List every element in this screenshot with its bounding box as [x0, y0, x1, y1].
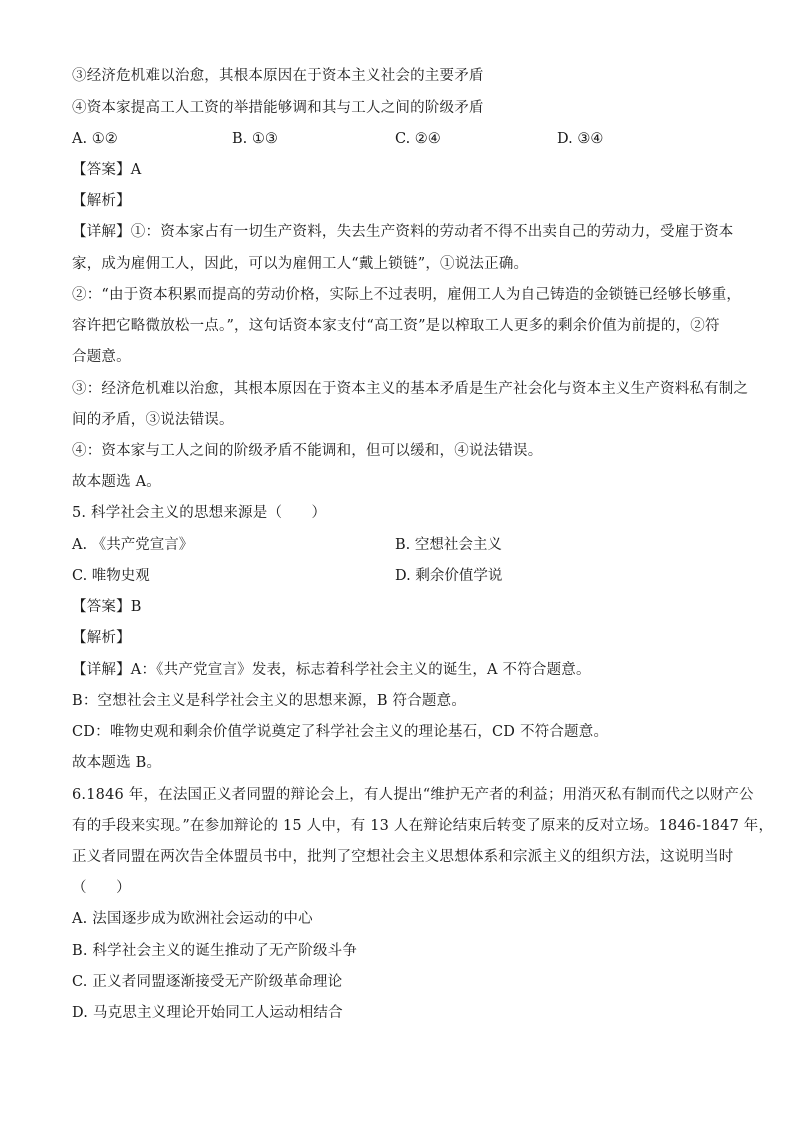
q6-stem-line: 正义者同盟在两次告全体盟员书中，批判了空想社会主义思想体系和宗派主义的组织方法，这说明当时 [72, 849, 734, 865]
q6-option-a: A. 法国逐步成为欧洲社会运动的中心 [72, 911, 313, 927]
q4-detail-line: ③：经济危机难以治愈，其根本原因在于资本主义的基本矛盾是生产社会化与资本主义生产资料私有制之 [72, 381, 749, 397]
q4-item-4: ④资本家提高工人工资的举措能够调和其与工人之间的阶级矛盾 [72, 100, 484, 116]
q4-analysis-label: 【解析】 [72, 193, 131, 209]
q4-detail-line: 间的矛盾，③说法错误。 [72, 412, 234, 428]
q6-option-c: C. 正义者同盟逐渐接受无产阶级革命理论 [72, 974, 343, 990]
q4-option-b: B. ①③ [232, 131, 278, 147]
q5-stem: 5. 科学社会主义的思想来源是（ ） [72, 505, 327, 521]
q4-detail-line: 容许把它略微放松一点。”，这句话资本家支付“高工资”是以榨取工人更多的剩余价值为前提的，②符 [72, 318, 720, 334]
q5-analysis-label: 【解析】 [72, 630, 131, 646]
q6-stem-line: 有的手段来实现。”在参加辩论的 15 人中，有 13 人在辩论结束后转变了原来的反对立场。1846-1847 年， [72, 818, 774, 834]
q4-option-a: A. ①② [72, 131, 118, 147]
q5-detail-line: B：空想社会主义是科学社会主义的思想来源，B 符合题意。 [72, 693, 467, 709]
q5-answer: 【答案】B [72, 599, 142, 615]
q4-detail-line: ②：“由于资本积累而提高的劳动价格，实际上不过表明，雇佣工人为自己铸造的金锁链已经够长够重， [72, 287, 742, 303]
q4-detail-line: 【详解】①：资本家占有一切生产资料，失去生产资料的劳动者不得不出卖自己的劳动力，受雇于资本 [72, 224, 734, 240]
q4-detail-line: 家，成为雇佣工人，因此，可以为雇佣工人“戴上锁链”，①说法正确。 [72, 256, 529, 272]
q5-detail-line: CD：唯物史观和剩余价值学说奠定了科学社会主义的理论基石，CD 不符合题意。 [72, 724, 609, 740]
q6-stem-line: 6.1846 年，在法国正义者同盟的辩论会上，有人提出“维护无产者的利益；用消灭私有制而代之以财产公 [72, 787, 754, 803]
q5-option-d: D. 剩余价值学说 [395, 568, 503, 584]
q5-option-b: B. 空想社会主义 [395, 537, 502, 553]
q4-answer: 【答案】A [72, 162, 142, 178]
q6-option-b: B. 科学社会主义的诞生推动了无产阶级斗争 [72, 943, 358, 959]
q5-option-a: A. 《共产党宣言》 [72, 537, 194, 553]
q4-option-d: D. ③④ [557, 131, 604, 147]
q6-stem-blank: （ ） [72, 880, 131, 896]
q5-option-c: C. 唯物史观 [72, 568, 150, 584]
q6-option-d: D. 马克思主义理论开始同工人运动相结合 [72, 1005, 343, 1021]
q4-conclusion: 故本题选 A。 [72, 474, 161, 490]
q4-item-3: ③经济危机难以治愈，其根本原因在于资本主义社会的主要矛盾 [72, 68, 484, 84]
q5-conclusion: 故本题选 B。 [72, 755, 162, 771]
q4-detail-line: ④：资本家与工人之间的阶级矛盾不能调和，但可以缓和，④说法错误。 [72, 443, 543, 459]
q4-option-c: C. ②④ [395, 131, 441, 147]
q5-detail-line: 【详解】A：《共产党宣言》发表，标志着科学社会主义的诞生，A 不符合题意。 [72, 662, 591, 678]
q4-detail-line: 合题意。 [72, 349, 131, 365]
